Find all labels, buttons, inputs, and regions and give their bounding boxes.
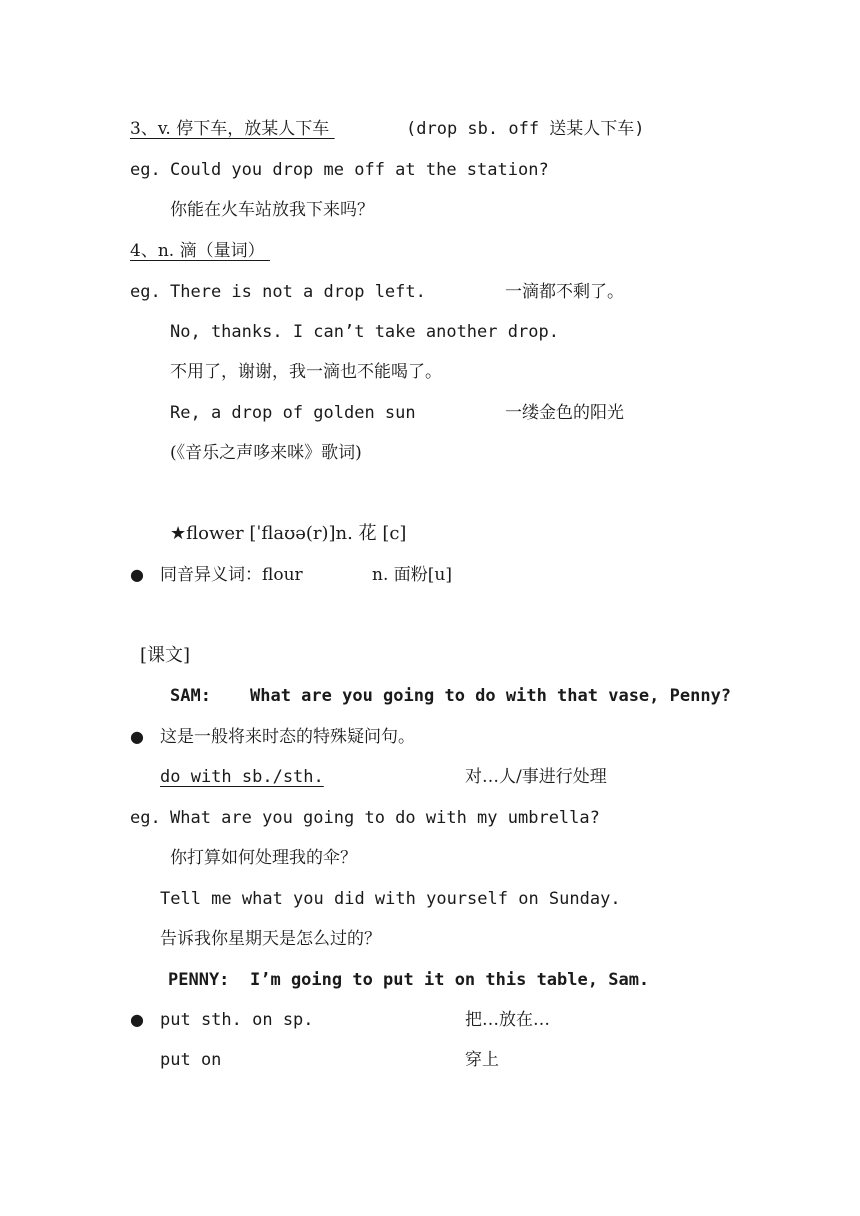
bullet-icon: ● xyxy=(130,727,144,746)
phrase: put sth. on sp. xyxy=(160,1010,314,1030)
section-title: [课文] xyxy=(140,645,191,666)
phrase-meaning: 把…放在… xyxy=(465,1010,550,1030)
example-english: What are you going to do with my umbrella? xyxy=(170,808,600,828)
example-prefix: eg. xyxy=(130,808,161,828)
sense-3-phrase-note: (drop sb. off 送某人下车) xyxy=(406,119,645,139)
example-chinese: 你能在火车站放我下来吗？ xyxy=(170,200,374,220)
phrase-meaning: 穿上 xyxy=(465,1050,499,1070)
dialogue-speaker-sam: SAM: xyxy=(170,686,211,706)
dialogue-speaker-penny: PENNY: xyxy=(168,970,230,990)
example-english: Re, a drop of golden sun xyxy=(170,403,416,423)
example-prefix: eg. xyxy=(130,282,161,302)
example-prefix: eg. xyxy=(130,160,161,180)
example-english: Could you drop me off at the station? xyxy=(170,160,549,180)
bullet-icon: ● xyxy=(130,565,144,584)
grammar-note: 这是一般将来时态的特殊疑问句。 xyxy=(160,727,415,747)
example-english: Tell me what you did with yourself on Sunday. xyxy=(160,889,621,909)
vocab-entry-flower: ★flower [ˈflaʊə(r)]n. 花 [c] xyxy=(170,523,407,544)
example-chinese: 你打算如何处理我的伞？ xyxy=(170,848,357,868)
example-chinese: 不用了，谢谢，我一滴也不能喝了。 xyxy=(170,362,442,382)
example-chinese: 一滴都不剩了。 xyxy=(505,282,624,302)
sense-4-heading: 4、n. 滴（量词） xyxy=(130,241,270,261)
phrase: do with sb./sth. xyxy=(160,767,324,787)
example-chinese: 一缕金色的阳光 xyxy=(505,403,624,423)
dialogue-line-penny: I’m going to put it on this table, Sam. xyxy=(250,970,650,990)
example-english: No, thanks. I can’t take another drop. xyxy=(170,322,559,342)
example-english: There is not a drop left. xyxy=(170,282,426,302)
phrase: put on xyxy=(160,1050,222,1070)
example-chinese: 告诉我你星期天是怎么过的？ xyxy=(160,929,381,949)
homophone-label: 同音异义词：flour xyxy=(160,565,303,585)
bullet-icon: ● xyxy=(130,1010,144,1029)
homophone-meaning: n. 面粉[u] xyxy=(372,565,452,585)
sense-3-heading: 3、v. 停下车，放某人下车 xyxy=(130,119,335,139)
lyrics-source: (《音乐之声哆来咪》歌词) xyxy=(170,443,362,463)
dialogue-line-sam: What are you going to do with that vase, Penny? xyxy=(250,686,732,706)
phrase-meaning: 对…人/事进行处理 xyxy=(465,767,607,787)
